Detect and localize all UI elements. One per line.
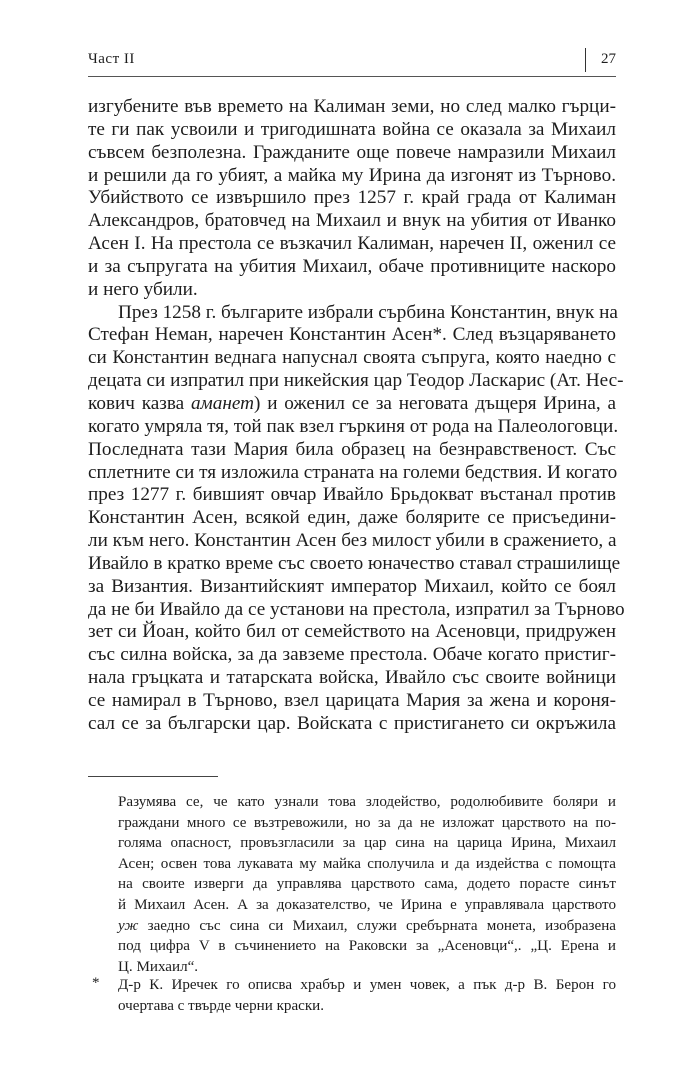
text-line: Константин Асен, всякой един, даже болярите се присъедини- [88, 507, 616, 529]
footnote-rule [88, 776, 218, 777]
footnote-line: граждани много се възтревожили, но за да не изложат царството на по- [118, 814, 616, 831]
text-line: и за съпругата на убития Михаил, обаче противниците наскоро [88, 255, 616, 277]
text-line: зет си Йоан, който бил от семейството на Асеновци, придружен [88, 621, 616, 643]
text-line: Убийството се извършило през 1257 г. край града от Калиман [88, 187, 616, 209]
text-line: Александров, братовчед на Михаил и внук на убития от Иванко [88, 210, 616, 232]
footnote-line: Д-р К. Иречек го описва храбър и умен човек, а пък д-р В. Берон го [118, 977, 616, 993]
page-number: 27 [601, 51, 616, 67]
section-title: Част II [88, 51, 135, 67]
text-line: когато умряла тя, той пак взел гъркиня от рода на Палеологовци. [88, 415, 619, 437]
footnote-line: Асен; освен това лукавата му майка сполучила и да издейства с помощта [118, 855, 616, 872]
text-line: децата си изпратил при никейския цар Теодор Ласкарис (Ат. Нес- [88, 370, 624, 392]
text-line: и него убили. [88, 278, 198, 300]
footnote [88, 975, 616, 1016]
footnote-marker: * [92, 975, 100, 991]
text-line: се намирал в Търново, взел царицата Мария за жена и короня- [88, 689, 616, 711]
main-text [88, 96, 625, 736]
text-line: си Константин веднага напуснал своята съпруга, която наедно с [88, 347, 616, 369]
footnote-line: очертава с твърде черни краски. [118, 997, 325, 1014]
footnote-line: на своите изверги да управлява царството сама, додето порасте синът [118, 876, 616, 893]
footnote-line: голяма опасност, провъзгласили за цар сина на царица Ирина, Михаил [118, 835, 616, 852]
header-separator [585, 48, 586, 72]
text-line: и решили да го убият, а майка му Ирина да изгонят из Търново. [88, 164, 616, 186]
text-line: сплетните си тя изложила страната на големи бедствия. И когато [88, 461, 618, 483]
text-line: нала гръцката и татарската войска, Ивайло със своите войници [88, 667, 616, 689]
text-line: изгубените във времето на Калиман земи, но след малко гърци- [88, 96, 616, 117]
text-line: кович казва аманет) и оженил се за неговата дъщеря Ирина, а [88, 392, 616, 414]
text-line: През 1258 г. българите избрали сърбина Константин, внук на [118, 301, 618, 323]
text-line: ли към него. Константин Асен без милост убили в сражението, а [88, 530, 617, 552]
footnote-line: Ц. Михаил“. [118, 958, 199, 975]
footnote-line: й Михаил Асен. А за доказателство, че Ирина е управлявала царството [118, 896, 616, 913]
running-header [88, 46, 616, 77]
text-line: Последната тази Мария била образец на безнравственост. Със [88, 438, 616, 460]
text-line: през 1277 г. бившият овчар Ивайло Брьдокват въстанал против [88, 484, 616, 506]
footnote-line: под цифра V в съчинението на Раковски за „Асеновци“,. „Ц. Ерена и [118, 938, 616, 955]
text-line: те ги пак усвоили и тригодишната война се оказала за Михаил [88, 118, 616, 140]
text-line: да не би Ивайло да се установи на престола, изпратил за Търново [88, 598, 625, 620]
text-line: за Византия. Византийският император Михаил, който се боял [88, 575, 616, 597]
footnote-line: Разумява се, че като узнали това злодейство, родолюбивите боляри и [118, 794, 616, 810]
text-line: съвсем безполезна. Гражданите още повече намразили Михаил [88, 141, 616, 163]
text-line: сал се за български цар. Войската с пристигането си окръжила [88, 712, 616, 734]
footnote-line: уж заедно със сина си Михаил, служи сребърната монета, изобразена [118, 917, 616, 934]
text-line: Асен I. На престола се възкачил Калиман, наречен II, оженил се [88, 233, 616, 255]
emphasis: уж [118, 917, 139, 934]
text-line: Ивайло в кратко време със своето юначество ставал страшилище [88, 552, 621, 574]
text-line: със силна войска, за да завземе престола. Обаче когато пристиг- [88, 644, 616, 666]
text-line: Стефан Неман, наречен Константин Асен*. След възцаряването [88, 324, 616, 346]
footnote [88, 792, 616, 977]
emphasis: аманет [190, 392, 255, 414]
